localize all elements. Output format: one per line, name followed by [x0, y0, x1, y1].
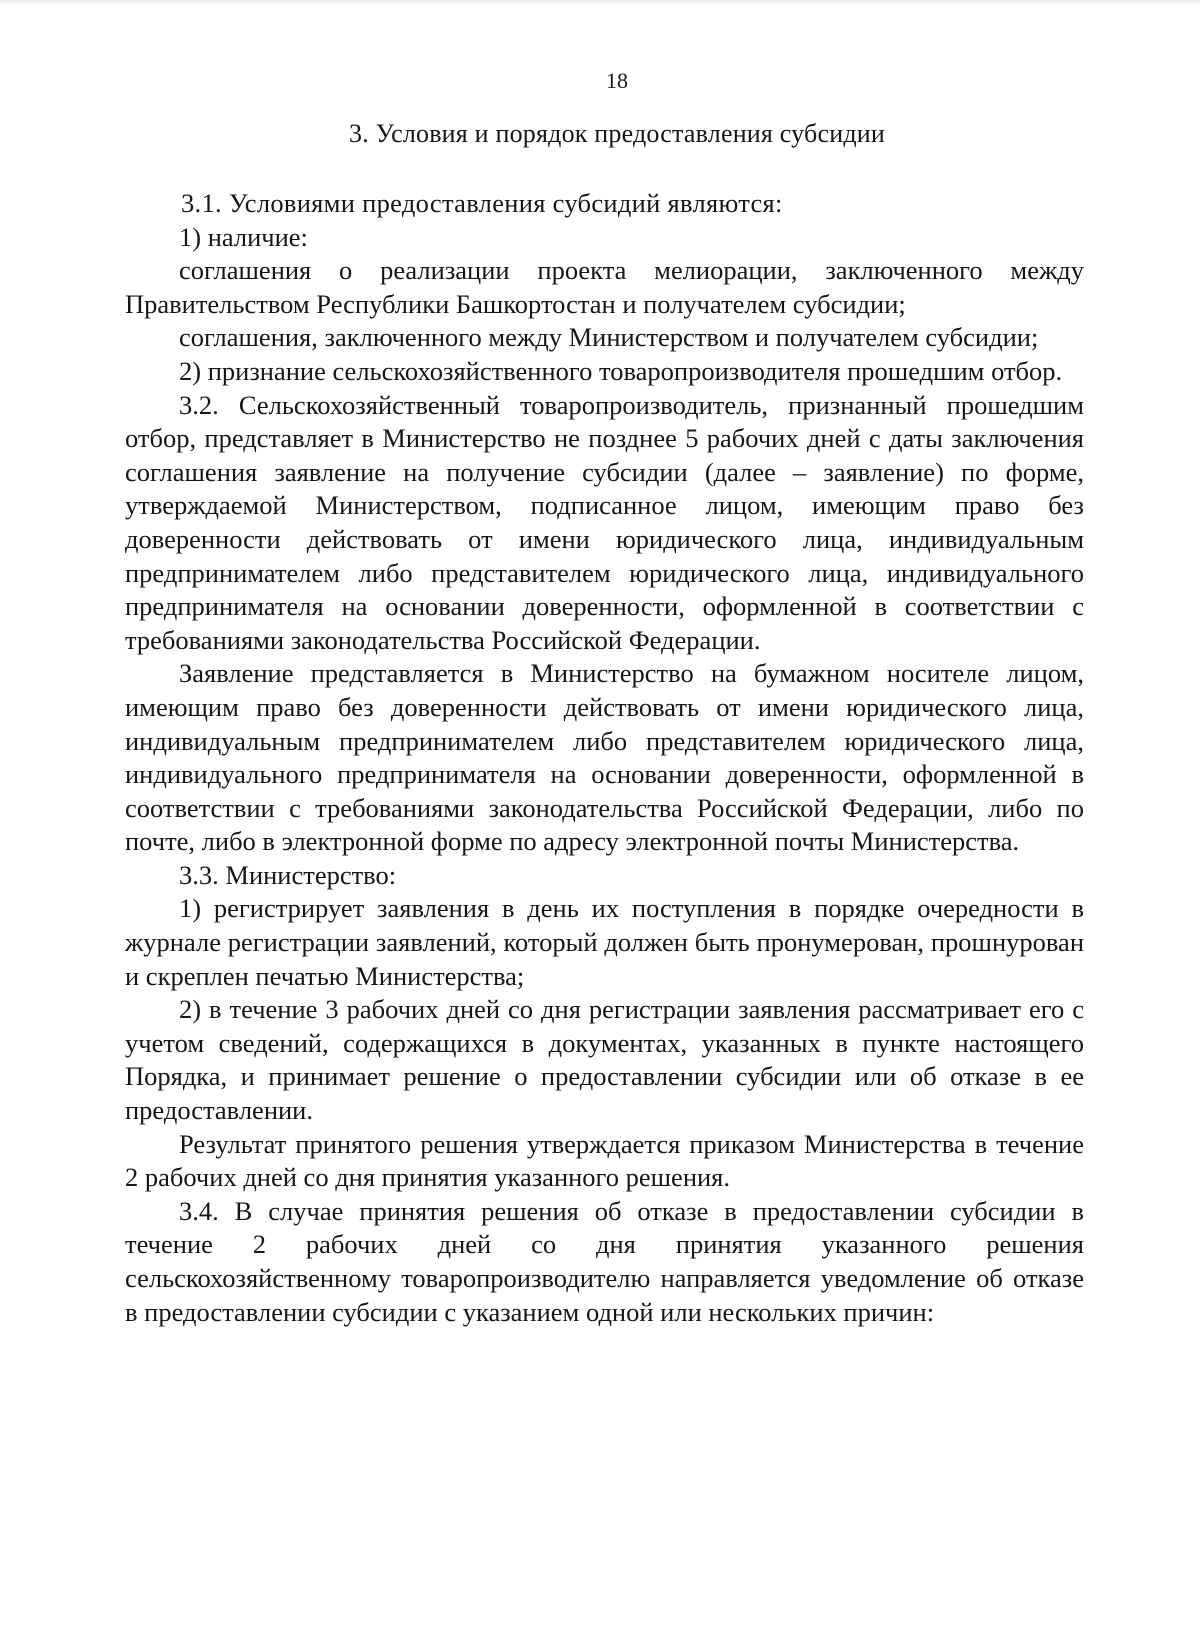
paragraph-3-3: 3.3. Министерство: — [179, 859, 397, 890]
paragraph-application-submission: Заявление представляется в Министерство на бумажном носителе лицом, имеющим право без доверенности действовать от имени юридического лица, индивидуальным предпринимателем либо представителем юридического лица, индивидуального предпринимателя на основании доверенности, оформленной в соответствии с требованиями законодательства Российской Федерации, либо по почте, либо в электронной форме по адресу электронной почты Министерства. — [125, 658, 1084, 857]
paragraph-agreement-ministry: соглашения, заключенного между Министерством и получателем субсидии; — [179, 322, 1039, 353]
paragraph-agreement-melioration: соглашения о реализации проекта мелиорации, заключенного между Правительством Республики Башкортостан и получателем субсидии; — [125, 255, 1084, 319]
paragraph-3-2: 3.2. Сельскохозяйственный товаропроизводитель, признанный прошедшим отбор, представляет в Министерство не позднее 5 рабочих дней с даты заключения соглашения заявление на получение субсидии (далее – заявление) по форме, утверждаемой Министерством, подписанное лицом, имеющим право без доверенности действовать от имени юридического лица, индивидуальным предпринимателем либо представителем юридического лица, индивидуального предпринимателя на основании доверенности, оформленной в соответствии с требованиями законодательства Российской Федерации. — [125, 389, 1084, 655]
paragraph-review: 2) в течение 3 рабочих дней со дня регистрации заявления рассматривает его с учетом сведений, содержащихся в документах, указанных в пункте настоящего Порядка, и принимает решение о предоставлении субсидии или об отказе в ее предоставлении. — [125, 994, 1084, 1126]
paragraph-3-1: 3.1. Условиями предоставления субсидий являются: — [181, 188, 783, 218]
paragraph-item-1: 1) наличие: — [179, 221, 308, 252]
paragraph-decision-result: Результат принятого решения утверждается приказом Министерства в течение 2 рабочих дней со дня принятия указанного решения. — [125, 1128, 1084, 1193]
page-number: 18 — [606, 68, 628, 93]
paragraph-registration: 1) регистрирует заявления в день их поступления в порядке очередности в журнале регистрации заявлений, который должен быть пронумерован, прошнурован и скреплен печатью Министерства; — [125, 893, 1084, 991]
paragraph-3-4: 3.4. В случае принятия решения об отказе в предоставлении субсидии в течение 2 рабочих дней со дня принятия указанного решения сельскохозяйственному товаропроизводителю направляется уведомление об отказе в предоставлении субсидии с указанием одной или нескольких причин: — [125, 1195, 1084, 1327]
document-body — [125, 187, 1084, 1329]
scan-top-edge — [0, 0, 1200, 5]
section-heading: 3. Условия и порядок предоставления субсидии — [349, 119, 885, 148]
paragraph-item-2: 2) признание сельскохозяйственного товаропроизводителя прошедшим отбор. — [179, 355, 1063, 386]
